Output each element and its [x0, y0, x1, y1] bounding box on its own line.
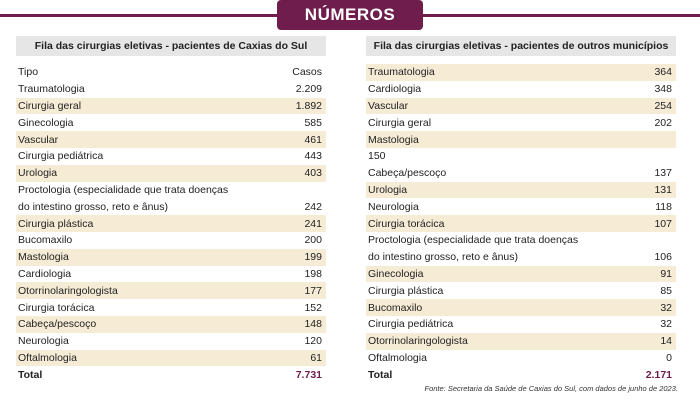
row-label: Bucomaxilo	[18, 234, 73, 247]
table-row	[366, 64, 676, 81]
total-value: 7.731	[295, 368, 322, 381]
row-value: 85	[660, 284, 672, 297]
table-row	[366, 215, 676, 232]
total-label: Total	[368, 368, 393, 381]
row-label: Cirurgia plástica	[368, 284, 444, 297]
row-label: 150	[368, 150, 386, 163]
row-label: Urologia	[368, 183, 408, 196]
row-label: Cirurgia torácica	[368, 217, 445, 230]
row-value: 61	[310, 351, 322, 364]
banner-title: NÚMEROS	[277, 0, 423, 30]
right-table-rows	[366, 64, 676, 383]
table-row	[16, 299, 326, 316]
row-label: Proctologia (especialidade que trata doenças	[368, 234, 579, 247]
table-row	[366, 333, 676, 350]
row-value: 131	[654, 183, 672, 196]
row-value: 241	[304, 217, 322, 230]
row-value: 202	[654, 116, 672, 129]
row-label: Otorrinolaringologista	[18, 284, 118, 297]
row-value: 118	[655, 200, 672, 213]
table-row	[366, 350, 676, 367]
row-label: Bucomaxilo	[368, 301, 423, 314]
table-row	[16, 215, 326, 232]
row-label: Ginecologia	[18, 116, 74, 129]
table-row	[16, 333, 326, 350]
row-value: 199	[304, 251, 322, 264]
table-row	[16, 316, 326, 333]
row-label: Cardiologia	[18, 267, 72, 280]
row-value: 443	[304, 150, 322, 163]
table-row	[16, 350, 326, 367]
total-row	[16, 366, 326, 383]
row-value: 198	[304, 267, 322, 280]
row-label: Cabeça/pescoço	[368, 167, 447, 180]
right-table	[366, 36, 676, 380]
table-row	[16, 266, 326, 283]
total-row	[366, 366, 676, 383]
total-label: Total	[18, 368, 43, 381]
row-value: 403	[304, 167, 322, 180]
row-value: 177	[304, 284, 322, 297]
row-value: 106	[654, 251, 672, 264]
table-row	[366, 131, 676, 148]
table-row	[366, 148, 676, 165]
row-label: Vascular	[18, 133, 59, 146]
left-table-header	[16, 64, 326, 81]
row-value: 200	[304, 234, 322, 247]
row-label: Otorrinolaringologista	[368, 335, 468, 348]
row-label: Mastologia	[368, 133, 419, 146]
row-value: 364	[654, 66, 672, 79]
row-value: 2.209	[295, 83, 322, 96]
column-header-cases: Casos	[292, 66, 322, 79]
row-label: Cardiologia	[368, 83, 422, 96]
row-value: 585	[304, 116, 322, 129]
row-label: Cirurgia torácica	[18, 301, 95, 314]
row-label: Oftalmologia	[368, 351, 427, 364]
table-row	[366, 299, 676, 316]
row-value: 32	[660, 301, 672, 314]
row-label: Cirurgia pediátrica	[18, 150, 104, 163]
row-value: 148	[304, 318, 322, 331]
row-label: Neurologia	[368, 200, 419, 213]
table-row	[16, 282, 326, 299]
table-row	[366, 182, 676, 199]
row-value: 137	[654, 167, 672, 180]
source-note: Fonte: Secretaria da Saúde de Caxias do Sul, com dados de junho de 2023.	[424, 384, 678, 393]
row-label: Proctologia (especialidade que trata doenças	[18, 183, 229, 196]
table-row	[366, 81, 676, 98]
table-row	[366, 282, 676, 299]
table-row	[16, 98, 326, 115]
row-value: 14	[660, 335, 672, 348]
row-label: do intestino grosso, reto e ânus)	[368, 251, 519, 264]
row-value: 348	[654, 83, 672, 96]
table-row	[16, 249, 326, 266]
table-row	[16, 114, 326, 131]
table-row	[366, 232, 676, 249]
row-label: do intestino grosso, reto e ânus)	[18, 200, 169, 213]
row-label: Cabeça/pescoço	[18, 318, 97, 331]
left-table-title: Fila das cirurgias eletivas - pacientes de Caxias do Sul	[16, 36, 326, 56]
section-banner	[0, 0, 700, 30]
table-row	[16, 81, 326, 98]
row-label: Mastologia	[18, 251, 69, 264]
row-value: 120	[304, 335, 322, 348]
row-label: Traumatologia	[18, 83, 85, 96]
row-value: 461	[304, 133, 322, 146]
row-label: Cirurgia pediátrica	[368, 318, 454, 331]
row-label: Traumatologia	[368, 66, 435, 79]
row-label: Urologia	[18, 167, 58, 180]
row-label: Cirurgia plástica	[18, 217, 94, 230]
row-value: 91	[660, 267, 672, 280]
row-value: 32	[660, 318, 672, 331]
row-label: Cirurgia geral	[368, 116, 432, 129]
right-table-title: Fila das cirurgias eletivas - pacientes de outros municípios	[366, 36, 676, 56]
table-row	[366, 114, 676, 131]
row-value: 242	[304, 200, 322, 213]
total-value: 2.171	[645, 368, 672, 381]
table-row	[366, 165, 676, 182]
row-value: 1.892	[295, 99, 322, 112]
row-label: Neurologia	[18, 335, 69, 348]
table-row	[366, 198, 676, 215]
table-row	[16, 198, 326, 215]
row-label: Ginecologia	[368, 267, 424, 280]
table-row	[16, 131, 326, 148]
table-row	[16, 182, 326, 199]
table-row	[366, 266, 676, 283]
column-header-type: Tipo	[18, 66, 39, 79]
row-value: 107	[654, 217, 672, 230]
row-label: Vascular	[368, 99, 409, 112]
row-value: 0	[666, 351, 672, 364]
row-value: 254	[654, 99, 672, 112]
row-value: 152	[304, 301, 322, 314]
row-label: Cirurgia geral	[18, 99, 82, 112]
table-row	[16, 165, 326, 182]
table-row	[16, 148, 326, 165]
row-label: Oftalmologia	[18, 351, 77, 364]
table-row	[366, 98, 676, 115]
left-table-rows	[16, 64, 326, 383]
left-table	[16, 36, 326, 380]
table-row	[366, 316, 676, 333]
table-row	[366, 249, 676, 266]
table-row	[16, 232, 326, 249]
